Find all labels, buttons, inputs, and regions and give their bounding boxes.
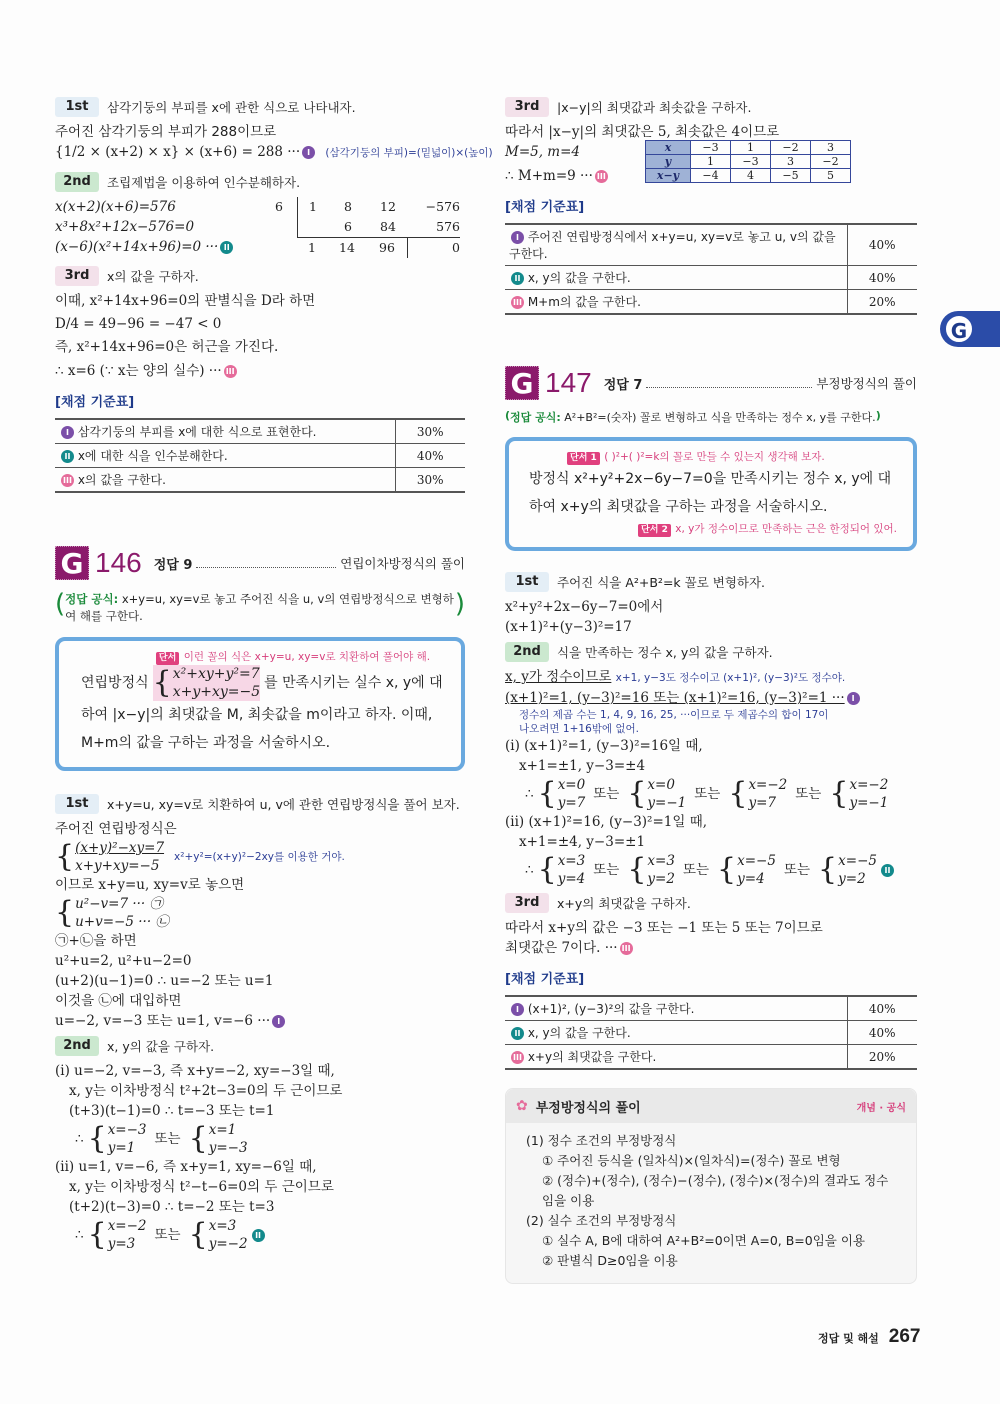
- solution-line: u²+u=2, u²+u−2=0: [55, 953, 192, 969]
- step-title: x+y=u, xy=v로 치환하여 u, v에 관한 연립방정식을 풀어 보자.: [107, 797, 460, 812]
- concept-box: ✿ 부정방정식의 풀이 개념 · 공식 (1) 정수 조건의 부정방정식 ① 주어진 등식을 (일차식)×(일차식)=(정수) 꼴로 변형 ② (정수)+(정수), (정수)−(정수), (정수)×(정수)의 결과도 정수임을 이용 (2) 실수 조건의 부정방정식 ① 실수 A, B에 대하여 A²+B²=0이면 A=0, B=0임을 이용 ② 판별식 D≥0임을 이용: [505, 1088, 917, 1284]
- solution-line: D/4 = 49−96 = −47 < 0: [55, 316, 222, 332]
- step-2nd: [55, 171, 465, 193]
- solution-set: ∴ { x=0 y=7 또는 { x=0 y=−1 또는 { x=−2 y=7 또는 { x=−2 y=−1: [525, 776, 889, 811]
- step-title: 삼각기둥의 부피를 x에 관한 식으로 나타내자.: [107, 100, 356, 115]
- answer: 정답 7: [603, 377, 643, 393]
- hint-text: 이런 꼴의 식은 x+y=u, xy=v로 치환하여 풀어야 해.: [183, 651, 431, 663]
- step-3rd: [505, 892, 917, 914]
- step-badge: 1st: [55, 794, 99, 814]
- step-2nd: [505, 641, 917, 663]
- step-badge: 2nd: [55, 1036, 99, 1056]
- table-row: I 주어진 연립방정식에서 x+y=u, xy=v로 놓고 u, v의 값을 구한다. 40%: [505, 224, 917, 266]
- solution-line: (ii) u=1, v=−6, 즉 x+y=1, xy=−6일 때,: [55, 1159, 317, 1175]
- step-1st: [505, 571, 917, 593]
- page-number: 267: [888, 1326, 921, 1347]
- table-row: III x+y의 최댓값을 구한다. 20%: [505, 1045, 917, 1070]
- step-title: 식을 만족하는 정수 x, y의 값을 구하자.: [557, 645, 773, 660]
- step-badge: 1st: [505, 572, 549, 592]
- table-row: III x의 값을 구한다. 30%: [55, 468, 465, 493]
- step-title: x의 값을 구하자.: [107, 269, 199, 284]
- mark-III-icon: III: [595, 170, 608, 183]
- mark-II-icon: II: [61, 450, 74, 463]
- solution-set: ∴ { x=−3 y=1 또는 { x=1 y=−3: [75, 1121, 248, 1156]
- xy-block: M=5, m=4 ∴ M+m=9 ··· III x −3 1 −2 3 y 1 −3 3 −2 x−y −4 4 −5 5: [505, 142, 917, 186]
- rubric-title: [채점 기준표]: [55, 395, 135, 410]
- solution-line: 이므로 x+y=u, xy=v로 놓으면: [55, 877, 245, 893]
- solution-line: (x+1)²=1, (y−3)²=16 또는 (x+1)²=16, (y−3)²=1 ··· I: [505, 688, 917, 708]
- question-box: 단서 1 ( )²+( )²=k의 꼴로 만들 수 있는지 생각해 보자. 방정식 x²+y²+2x−6y−7=0을 만족시키는 정수 x, y에 대 하여 x+y의 최댓값을 구하는 과정을 서술하시오. 단서 2 x, y가 정수이므로 만족하는 근은 한정되어 있어.: [505, 437, 917, 551]
- mark-II-icon: II: [220, 241, 233, 254]
- solution-line: x(x+2)(x+6)=576: [55, 199, 176, 215]
- problem-header-146: [55, 545, 465, 581]
- mark-III-icon: III: [224, 365, 237, 378]
- mark-I-icon: I: [61, 426, 74, 439]
- solution-line: 주어진 삼각기둥의 부피가 288이므로: [55, 124, 277, 140]
- solution-line: ㉠+㉡을 하면: [55, 933, 137, 949]
- rubric-table: [505, 223, 917, 315]
- solution-line: x, y가 정수이므로 x+1, y−3도 정수이고 (x+1)², (y−3)²도 정수야.: [505, 669, 846, 685]
- solution-line: (t+2)(t−3)=0 ∴ t=−2 또는 t=3: [69, 1199, 275, 1215]
- factor-block: [55, 197, 465, 259]
- table-row: II x에 대한 식을 인수분해한다. 40%: [55, 444, 465, 468]
- solution-line: 이때, x²+14x+96=0의 판별식을 D라 하면: [55, 293, 316, 309]
- solution-line: (u+2)(u−1)=0 ∴ u=−2 또는 u=1: [55, 973, 274, 989]
- rubric-title: [채점 기준표]: [505, 200, 585, 215]
- concept-tag: 개념 · 공식: [856, 1102, 906, 1114]
- step-badge: 2nd: [55, 172, 99, 192]
- solution-line: x, y는 이차방정식 t²+2t−3=0의 두 근이므로: [69, 1083, 343, 1099]
- solution-line: x+1=±4, y−3=±1: [519, 834, 646, 850]
- concept-title: 부정방정식의 풀이: [535, 1100, 641, 1116]
- annotation-note: 정수의 제곱 수는 1, 4, 9, 16, 25, ···이므로 두 제곱수의 합이 17이 나오려면 1+16밖에 없어.: [519, 709, 829, 735]
- step-3rd: [505, 96, 917, 118]
- topic: 연립이차방정식의 풀이: [340, 556, 465, 571]
- solution-line: (i) u=−2, v=−3, 즉 x+y=−2, xy=−3일 때,: [55, 1063, 335, 1079]
- step-badge: 3rd: [55, 266, 99, 286]
- chapter-side-tab[interactable]: [940, 311, 1000, 347]
- solution-line: (i) (x+1)²=1, (y−3)²=16일 때,: [505, 738, 703, 754]
- solution-set: ∴ { x=3 y=4 또는 { x=3 y=2 또는 { x=−5 y=4 또는 { x=−5 y=2 II: [505, 852, 917, 888]
- step-title: x+y의 최댓값을 구하자.: [557, 896, 691, 911]
- step-title: 조립제법을 이용하여 인수분해하자.: [107, 175, 301, 190]
- leader-dots: [196, 558, 336, 568]
- chapter-g-icon: G: [944, 314, 974, 344]
- table-row: III M+m의 값을 구한다. 20%: [505, 290, 917, 315]
- chapter-tag: G: [55, 546, 89, 580]
- answer: 정답 9: [153, 557, 193, 573]
- solution-line: { u²−v=7 ··· ㉠ u+v=−5 ··· ㉡: [55, 895, 169, 930]
- solution-line: 즉, x²+14x+96=0은 허근을 가진다.: [55, 339, 279, 355]
- problem-header-147: [505, 365, 917, 401]
- step-1st: [55, 793, 465, 815]
- hint-badge: 단서: [156, 652, 179, 665]
- mark-I-icon: I: [302, 146, 315, 159]
- leader-dots: [646, 378, 812, 388]
- solution-line: 따라서 x+y의 값은 −3 또는 −1 또는 5 또는 7이므로: [505, 920, 823, 936]
- mark-II-icon: II: [252, 1229, 265, 1242]
- question-box: 단서 이런 꼴의 식은 x+y=u, xy=v로 치환하여 풀어야 해. 연립방정식 { x²+xy+y²=7 x+y+xy=−5 를 만족시키는 실수 x, y에 대 하여 |x−y|의 최댓값을 M, 최솟값을 m이라고 하자. 이때, M+m의 값을 구하는 과정을 서술하시오.: [55, 637, 465, 771]
- solution-line: u=−2, v=−3 또는 u=1, v=−6 ··· I: [55, 1011, 465, 1031]
- chapter-tag: G: [505, 366, 539, 400]
- table-row: I (x+1)², (y−3)²의 값을 구한다. 40%: [505, 996, 917, 1021]
- step-badge: 3rd: [505, 97, 549, 117]
- table-row: I 삼각기둥의 부피를 x에 대한 식으로 표현한다. 30%: [55, 419, 465, 444]
- rubric-table: [55, 418, 465, 493]
- footer-label: 정답 및 해설: [818, 1332, 879, 1345]
- solution-line: x²+y²+2x−6y−7=0에서: [505, 599, 664, 615]
- topic: 부정방정식의 풀이: [816, 376, 917, 391]
- solution-line: {1/2 × (x+2) × x} × (x+6) = 288 ··· I (삼각기둥의 부피)=(밑넓이)×(높이): [55, 144, 493, 160]
- step-title: x, y의 값을 구하자.: [107, 1039, 215, 1054]
- solution-line: (x+1)²+(y−3)²=17: [505, 619, 632, 635]
- solution-line: x³+8x²+12x−576=0: [55, 219, 195, 235]
- page-footer: [818, 1326, 921, 1348]
- flower-icon: ✿: [516, 1098, 528, 1114]
- mark-III-icon: III: [61, 474, 74, 487]
- solution-line: 주어진 연립방정식은: [55, 821, 177, 837]
- solution-line: ∴ x=6 (∵ x는 양의 실수) ··· III: [55, 361, 465, 381]
- hint-badge: 단서 1: [567, 452, 600, 465]
- rubric-table: [505, 995, 917, 1070]
- equation-system: { x²+xy+y²=7 x+y+xy=−5: [152, 665, 261, 700]
- solution-line: x+1=±1, y−3=±4: [519, 758, 646, 774]
- problem-number: 146: [95, 547, 142, 578]
- mark-I-icon: I: [272, 1015, 285, 1028]
- solution-set: ∴ { x=−2 y=3 또는 { x=3 y=−2 II: [55, 1217, 465, 1253]
- step-badge: 1st: [55, 97, 99, 117]
- synthetic-division: 6 1 8 12 −576 6 84 576 1 14 96 0: [275, 197, 460, 258]
- hint-badge: 단서 2: [638, 524, 671, 537]
- table-row: II x, y의 값을 구한다. 40%: [505, 1021, 917, 1045]
- step-2nd: [55, 1035, 465, 1057]
- solution-line: 이것을 ㉡에 대입하면: [55, 993, 182, 1009]
- right-column: [505, 92, 917, 1284]
- problem-number: 147: [545, 367, 592, 398]
- solution-line: 따라서 |x−y|의 최댓값은 5, 최솟값은 4이므로: [505, 124, 780, 140]
- solution-line: { (x+y)²−xy=7 x+y+xy=−5 x²+y²=(x+y)²−2xy를 이용한 거야.: [55, 839, 345, 874]
- table-row: II x, y의 값을 구한다. 40%: [505, 266, 917, 290]
- solution-line: x, y는 이차방정식 t²−t−6=0의 두 근이므로: [69, 1179, 334, 1195]
- annotation-note: (삼각기둥의 부피)=(밑넓이)×(높이): [325, 147, 493, 159]
- rubric-title: [채점 기준표]: [505, 972, 585, 987]
- solution-line: (x−6)(x²+14x+96)=0 ··· II: [55, 237, 465, 257]
- solution-line: 최댓값은 7이다. ··· III: [505, 938, 917, 958]
- answer-formula: ( 정답 공식: x+y=u, xy=v로 놓고 주어진 식을 u, v의 연립방정식으로 변형하여 해를 구한다. ): [55, 589, 465, 623]
- step-title: |x−y|의 최댓값과 최솟값을 구하자.: [557, 100, 752, 115]
- step-badge: 3rd: [505, 893, 549, 913]
- solution-line: (ii) (x+1)²=16, (y−3)²=1일 때,: [505, 814, 708, 830]
- step-title: 주어진 식을 A²+B²=k 꼴로 변형하자.: [557, 575, 766, 590]
- step-badge: 2nd: [505, 642, 549, 662]
- solution-line: (t+3)(t−1)=0 ∴ t=−3 또는 t=1: [69, 1103, 275, 1119]
- step-3rd: [55, 265, 465, 287]
- answer-formula: ( 정답 공식: A²+B²=(숫자) 꼴로 변형하고 식을 만족하는 정수 x, y를 구한다. ): [505, 409, 881, 424]
- xy-table: x −3 1 −2 3 y 1 −3 3 −2 x−y −4 4 −5 5: [645, 140, 851, 183]
- left-column: [55, 92, 493, 1253]
- step-1st: [55, 96, 465, 118]
